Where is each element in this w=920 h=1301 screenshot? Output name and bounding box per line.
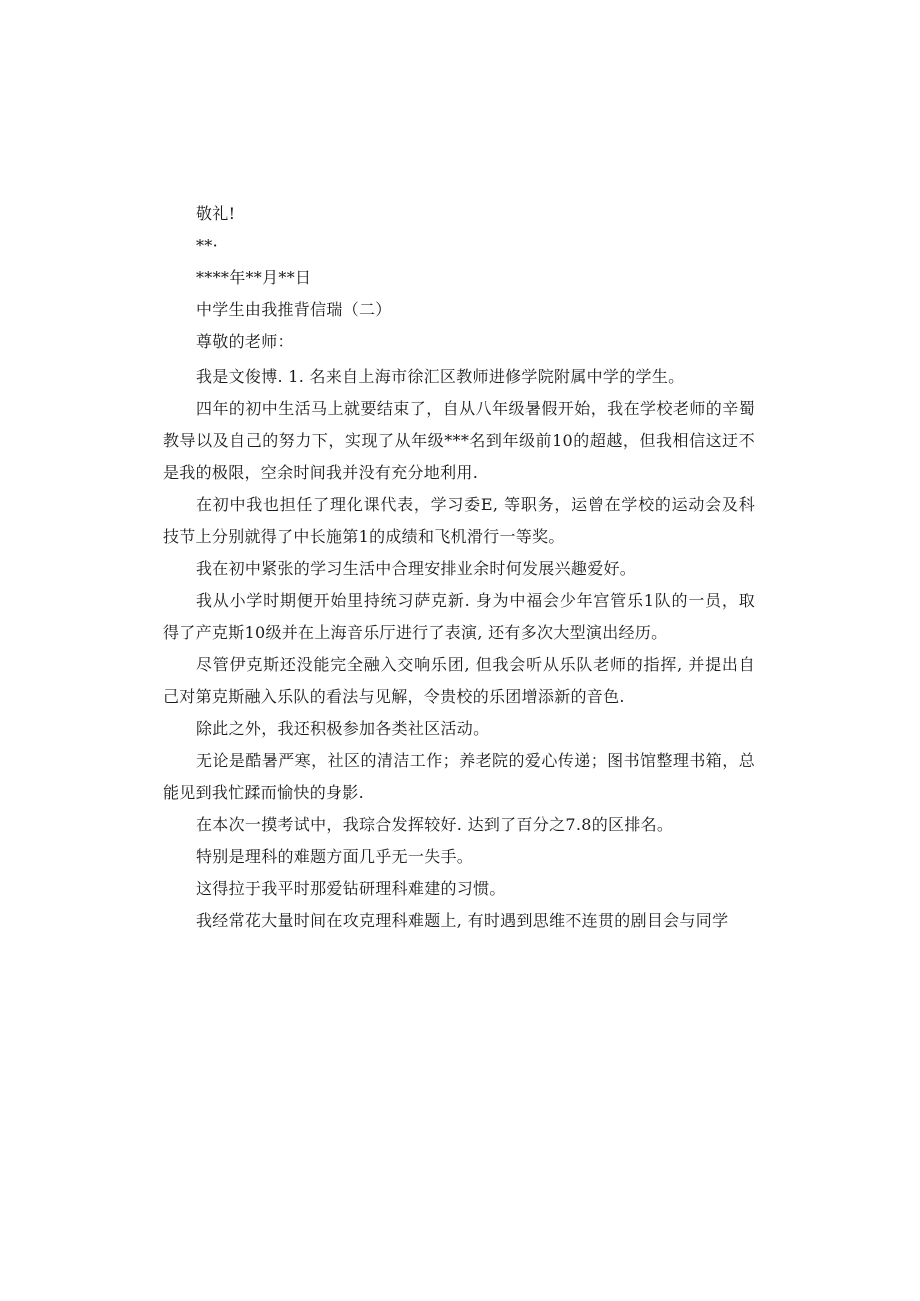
paragraph-exam: 在本次一摸考试中，我琮合发挥较好. 达到了百分之7.8的区排名。 [196, 815, 674, 834]
paragraph-orchestra: 尽管伊克斯还没能完全融入交响乐团, 但我会听从乐队老师的指挥, 并提出自己对第克斯融入乐队的看法与见解，令贵校的乐团增添新的音色. [163, 655, 755, 706]
paragraph-effort: 我经常花大量时间在攻克理科难题上, 有时遇到思维不连贯的剧目会与同学 [196, 911, 729, 930]
paragraph-volunteering: 无论是酷暑严寒，社区的清洁工作；养老院的爱心传递；图书馆整理书箱，总能见到我忙蹂而愉快的身影. [163, 751, 755, 802]
closing-date: ****年**月**日 [196, 268, 312, 287]
letter-greeting: 尊敬的老师： [196, 332, 294, 351]
paragraph-intro: 我是文俊博. 1. 名来自上海市徐汇区教师进修学院附属中学的学生。 [196, 367, 685, 386]
closing-salute: 敬礼! [196, 204, 236, 223]
paragraph-duties: 在初中我也担任了理化课代表，学习委E, 等职务，运曾在学校的运动会及科技节上分别就得了中长施第1的成绩和飞机滑行一等奖。 [163, 495, 755, 546]
paragraph-progress: 四年的初中生活马上就要结束了，自从八年级暑假开始，我在学校老师的辛蜀教导以及自己的努力下，实现了从年级***名到年级前10的超越，但我相信这迂不是我的极限，空余时间我并没有充分地利用. [163, 399, 755, 482]
paragraph-hobbies: 我在初中紧张的学习生活中合理安排业余时何发展兴趣爱好。 [196, 559, 637, 578]
paragraph-saxophone: 我从小学时期便开始里持统习萨克新. 身为中福会少年宫管乐1队的一员，取得了产克斯10级并在上海音乐厅进行了表演, 还有多次大型演出经历。 [163, 591, 755, 642]
letter-body [163, 201, 755, 937]
paragraph-community: 除此之外，我还积极参加各类社区活动。 [196, 719, 490, 738]
letter-title: 中学生由我推背信瑞（二） [196, 300, 392, 319]
paragraph-science: 特别是理科的难题方面几乎无一失手。 [196, 847, 474, 866]
paragraph-habit: 这得拉于我平时那爱钻研理科难建的习惯。 [196, 879, 506, 898]
closing-signature: **· [196, 236, 218, 255]
